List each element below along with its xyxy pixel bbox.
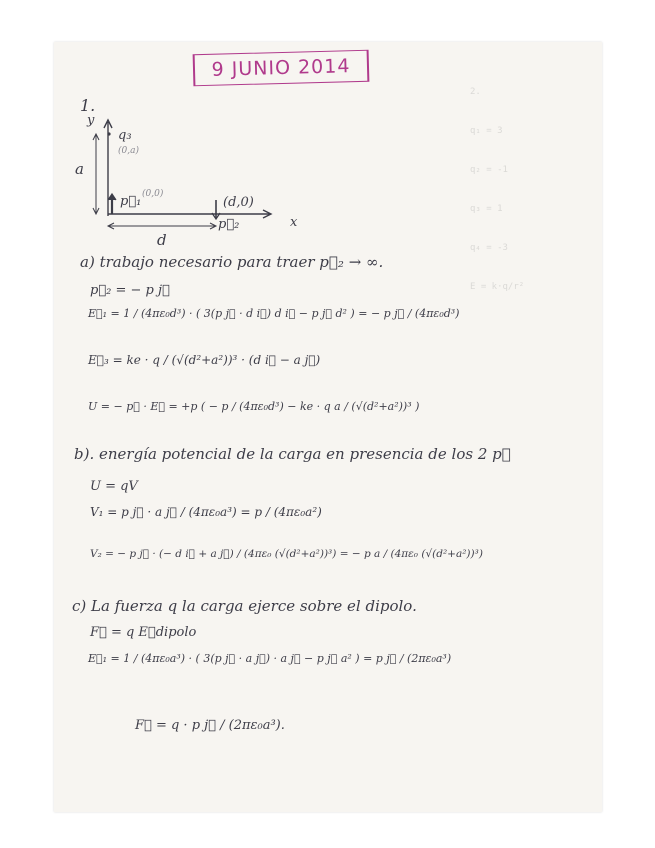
bleed-line: q₁ = 3 bbox=[470, 126, 503, 136]
date-header: 9 JUNIO 2014 bbox=[193, 50, 370, 87]
section-c-line: F⃗ = q E⃗dipolo bbox=[90, 625, 197, 640]
section-c-line: E⃗₁ = 1 / (4πε₀a³) · ( 3(p j⃗ · a j⃗) · a j⃗ − p j⃗ a² ) = p j⃗ / (2πε₀a³) bbox=[88, 652, 452, 665]
section-a-line: p⃗₂ = − p j⃗ bbox=[90, 283, 170, 298]
bleed-through-text bbox=[470, 60, 600, 292]
section-a-line: E⃗₁ = 1 / (4πε₀d³) · ( 3(p j⃗ · d i⃗) d i⃗ − p j⃗ d² ) = − p j⃗ / (4πε₀d³) bbox=[88, 307, 460, 320]
charge-q-point bbox=[107, 132, 110, 135]
section-a-line: U = − p⃗ · E⃗ = +p ( − p / (4πε₀d³) − ke · q a / (√(d²+a²))³ ) bbox=[88, 400, 420, 413]
section-c-heading: c) La fuerza q la carga ejerce sobre el dipolo. bbox=[72, 597, 417, 615]
dipole-p2-label: p⃗₂ bbox=[218, 217, 240, 232]
bleed-line: E = k·q/r² bbox=[470, 282, 525, 292]
section-c-line: F⃗ = q · p j⃗ / (2πε₀a³). bbox=[135, 718, 285, 733]
section-a-heading: a) trabajo necesario para traer p⃗₂ → ∞. bbox=[80, 253, 384, 271]
dipole-p1-label: p⃗₁ bbox=[120, 194, 142, 209]
dipole-p1-coord: (0,0) bbox=[142, 189, 164, 199]
charge-q-label: q₃ bbox=[118, 128, 132, 143]
dipole-diagram bbox=[60, 96, 320, 246]
x-axis-label: x bbox=[290, 215, 298, 230]
bleed-line: q₄ = -3 bbox=[470, 243, 508, 253]
bleed-line: 2. bbox=[470, 87, 481, 97]
section-b-line: U = qV bbox=[90, 479, 138, 494]
problem-number: 1. bbox=[80, 96, 96, 115]
bleed-line: q₃ = 1 bbox=[470, 204, 503, 214]
charge-q-coord: (0,a) bbox=[118, 146, 139, 156]
section-b-line: V₁ = p j⃗ · a j⃗ / (4πε₀a³) = p / (4πε₀a²) bbox=[90, 505, 322, 519]
a-dimension-label: a bbox=[75, 160, 84, 178]
d-dimension-label: d bbox=[157, 231, 167, 249]
dipole-p2-coord: (d,0) bbox=[223, 195, 254, 210]
section-b-heading: b). energía potencial de la carga en presencia de los 2 p⃗ bbox=[74, 445, 511, 463]
section-a-line: E⃗₃ = ke · q / (√(d²+a²))³ · (d i⃗ − a j⃗) bbox=[88, 353, 321, 367]
section-b-line: V₂ = − p j⃗ · (− d i⃗ + a j⃗) / (4πε₀ (√(d²+a²))³) = − p a / (4πε₀ (√(d²+a²))³) bbox=[90, 548, 483, 560]
y-axis-label: y bbox=[87, 113, 95, 128]
bleed-line: q₂ = -1 bbox=[470, 165, 508, 175]
